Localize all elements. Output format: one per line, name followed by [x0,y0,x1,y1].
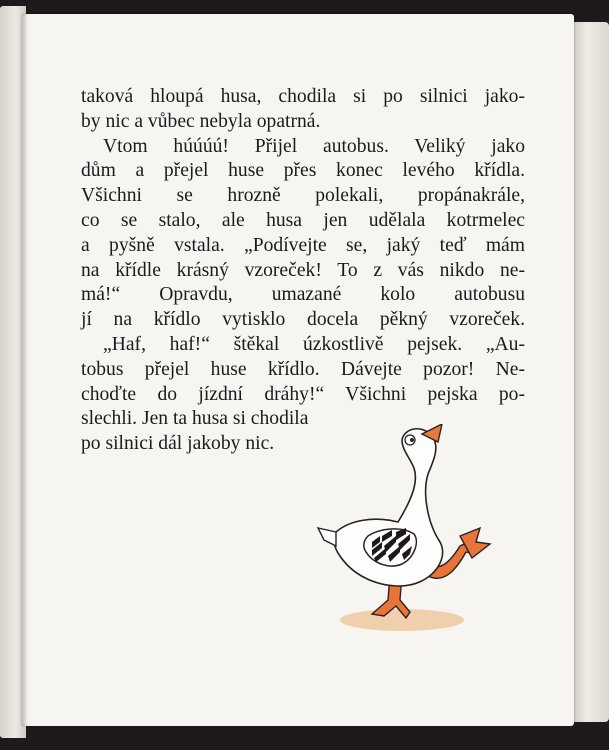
story-line: tobus přejel huse křídlo. Dávejte pozor! Ne- [81,358,525,380]
story-line: choďte do jízdní dráhy!“ Všichni pejska po- [81,383,525,405]
story-line: Všichni se hrozně polekali, propánakrále, [81,185,525,207]
story-line: slechli. Jen ta husa si chodila [81,408,309,430]
story-line: jí na křídlo vytisklo docela pěkný vzoreček. [81,309,525,331]
goose-tail [318,528,336,546]
story-text [81,85,525,457]
book-page [22,14,574,726]
story-line: a pyšně vstala. „Podívejte se, jaký teď mám [81,234,525,256]
story-line: co se stalo, ale husa jen udělala kotrmelec [81,209,525,231]
story-line: má!“ Opravdu, umazané kolo autobusu [81,284,525,306]
story-line: by nic a vůbec nebyla opatrná. [81,110,321,132]
story-line: dům a přejel huse přes konec levého křídla. [81,160,525,182]
right-page-edge [571,22,609,722]
story-line: Vtom húúúú! Přijel autobus. Veliký jako [103,135,525,157]
goose-illustration [310,424,510,644]
story-line: taková hloupá husa, chodila si po silnici jako- [81,86,525,107]
story-line: na křídle krásný vzoreček! To z vás nikdo ne- [81,259,525,281]
story-line: po silnici dál jakoby nic. [81,433,275,455]
story-line: „Haf, haf!“ štěkal úzkostlivě pejsek. „Au- [103,333,525,355]
